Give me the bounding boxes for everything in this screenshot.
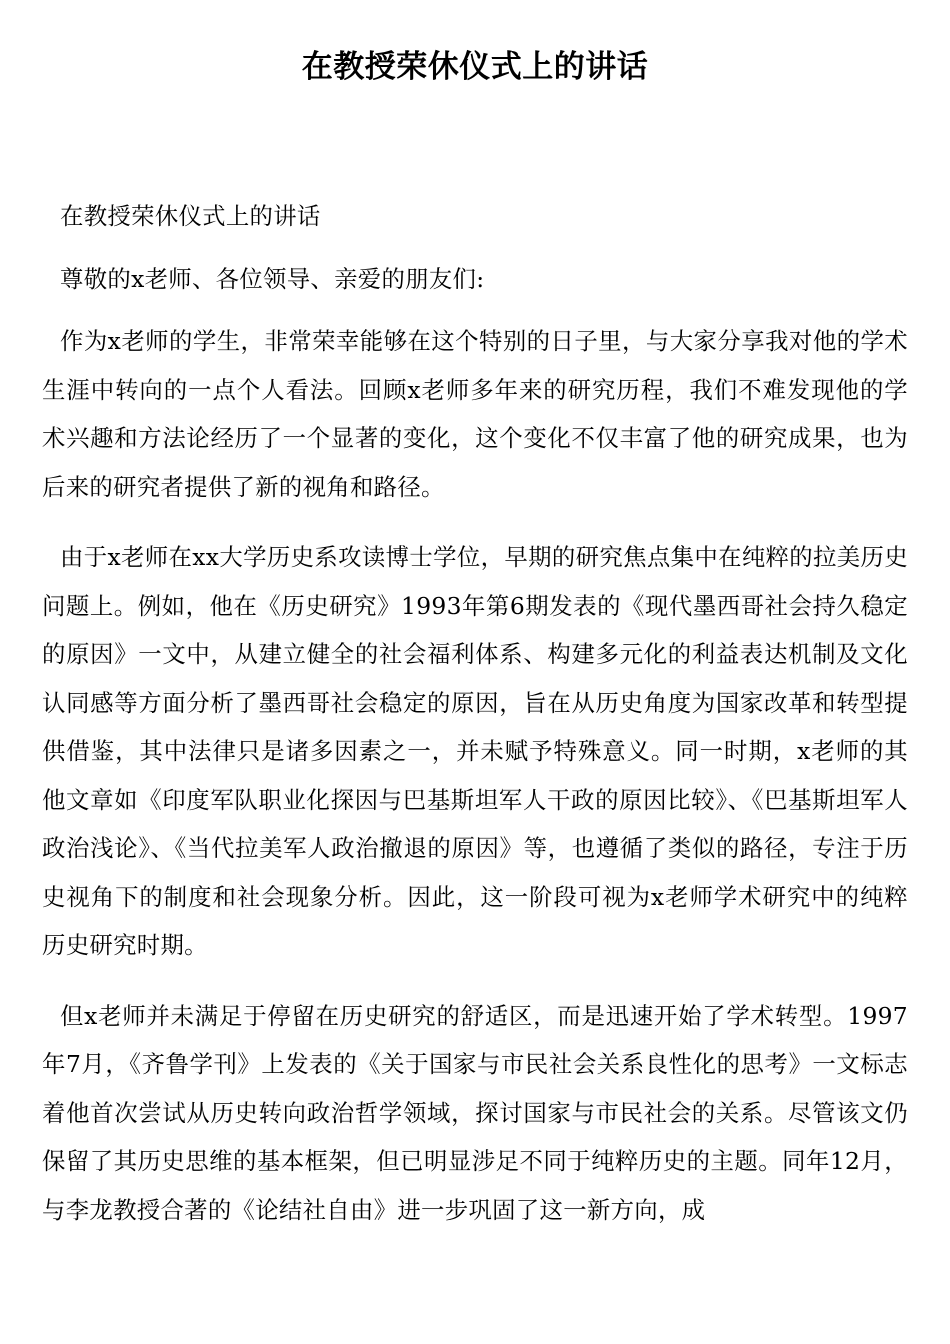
document-title: 在教授荣休仪式上的讲话 xyxy=(301,49,649,85)
paragraph-early-research: 由于x老师在xx大学历史系攻读博士学位，早期的研究焦点集中在纯粹的拉美历史问题上。例如，他在《历史研究》1993年第6期发表的《现代墨西哥社会持久稳定的原因》一文中，从建立健全的社会福利体系、构建多元化的利益表达机制及文化认同感等方面分析了墨西哥社会稳定的原因，旨在从历史角度为国家改革和转型提供借鉴，其中法律只是诸多因素之一，并未赋予特殊意义。同一时期，x老师的其他文章如《印度军队职业化探因与巴基斯坦军人干政的原因比较》、《巴基斯坦军人政治浅论》、《当代拉美军人政治撤退的原因》等，也遵循了类似的路径，专注于历史视角下的制度和社会现象分析。因此，这一阶段可视为x老师学术研究中的纯粹历史研究时期。 xyxy=(42,543,908,959)
paragraph-salutation: 尊敬的x老师、各位领导、亲爱的朋友们: xyxy=(60,264,485,293)
paragraph-academic-turn: 但x老师并未满足于停留在历史研究的舒适区，而是迅速开始了学术转型。1997年7月，《齐鲁学刊》上发表的《关于国家与市民社会关系良性化的思考》一文标志着他首次尝试从历史转向政治哲学领域，探讨国家与市民社会的关系。尽管该文仍保留了其历史思维的基本框架，但已明显涉足不同于纯粹历史的主题。同年12月，与李龙教授合著的《论结社自由》进一步巩固了这一新方向，成 xyxy=(42,1001,908,1224)
paragraph-heading-repeat: 在教授荣休仪式上的讲话 xyxy=(60,202,321,230)
paragraph-intro: 作为x老师的学生，非常荣幸能够在这个特别的日子里，与大家分享我对他的学术生涯中转向的一点个人看法。回顾x老师多年来的研究历程，我们不难发现他的学术兴趣和方法论经历了一个显著的变化，这个变化不仅丰富了他的研究成果，也为后来的研究者提供了新的视角和路径。 xyxy=(42,327,908,501)
document-body xyxy=(42,192,908,1256)
